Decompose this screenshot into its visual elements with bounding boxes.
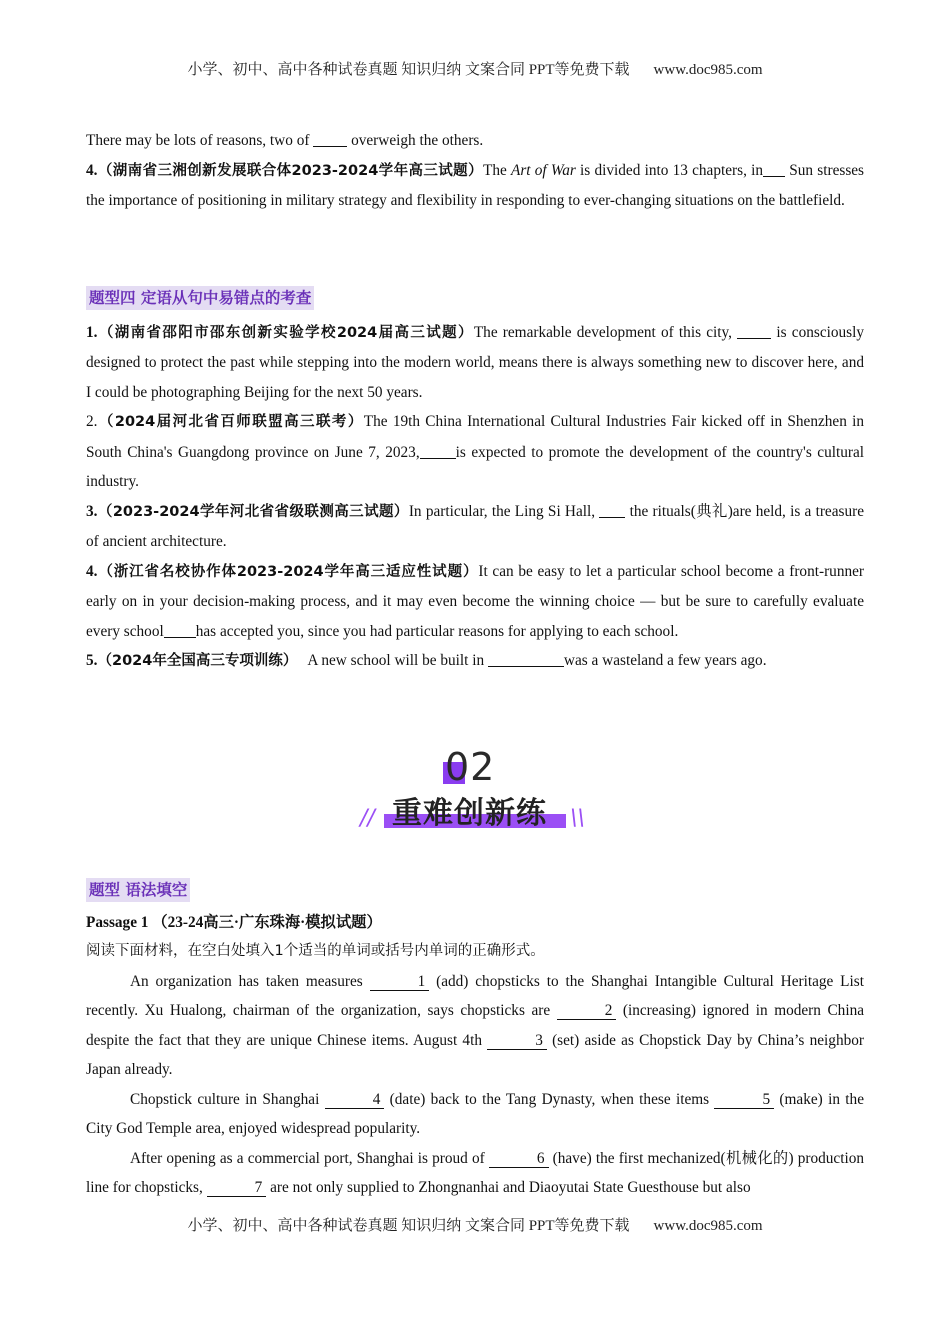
- answer-blank: 2: [557, 1002, 617, 1020]
- answer-blank: 4: [325, 1091, 385, 1109]
- answer-blank: [313, 132, 347, 147]
- question-1: [86, 318, 864, 408]
- text: (increasing) ignored in modern China despite the fact that they are unique Chinese items. August 4th: [86, 1002, 865, 1049]
- answer-blank: 3: [487, 1032, 547, 1050]
- answer-blank: [420, 444, 456, 459]
- header-site: www.doc985.com: [653, 62, 763, 78]
- section-tag: 题型四 定语从句中易错点的考查: [86, 286, 314, 310]
- page-footer: [0, 1214, 950, 1235]
- slash-left-icon: //: [360, 806, 375, 831]
- text: The: [482, 161, 511, 179]
- text: A new school will be built in: [307, 652, 488, 669]
- answer-blank: [737, 324, 771, 339]
- question-number: 5.: [86, 652, 98, 669]
- question-source: （2024届河北省百师联盟高三联考）: [97, 414, 364, 430]
- question-source: （2024年全国高三专项训练）: [97, 653, 298, 669]
- instruction: 阅读下面材料，在空白处填入1个适当的单词或括号内单词的正确形式。: [86, 943, 545, 959]
- question-source: （2023-2024学年河北省省级联测高三试题）: [97, 503, 409, 520]
- text: (make) in the City God Temple area, enjoyed widespread popularity.: [86, 1090, 864, 1137]
- question-5: [86, 646, 864, 677]
- question-source: （湖南省三湘创新发展联合体2023-2024学年高三试题）: [97, 162, 483, 179]
- text: The remarkable development of this city,: [473, 323, 738, 341]
- text: are not only supplied to Zhongnanhai and Diaoyutai State Guesthouse but also: [266, 1179, 751, 1196]
- text: There may be lots of reasons, two of: [86, 132, 314, 149]
- answer-blank: [599, 503, 625, 518]
- footer-text: 小学、初中、高中各种试卷真题 知识归纳 文案合同 PPT等免费下载: [187, 1218, 630, 1234]
- question-number: 4.: [86, 562, 98, 580]
- question-number: 1.: [86, 323, 98, 341]
- top-questions: [86, 126, 864, 216]
- answer-blank: [488, 652, 564, 667]
- text: After opening as a commercial port, Shanghai is proud of: [130, 1149, 489, 1167]
- text: (set) aside as Chopstick Day by China’s neighbor Japan already.: [86, 1031, 864, 1078]
- section-four: [86, 284, 864, 677]
- text: In particular, the Ling Si Hall,: [408, 502, 600, 520]
- answer-blank: 1: [370, 973, 430, 991]
- book-title: Art of War: [510, 161, 576, 179]
- text: was a wasteland a few years ago.: [563, 652, 767, 669]
- text: An organization has taken measures: [130, 972, 370, 990]
- text: is expected to promote the development of the country's cultural industry.: [86, 443, 865, 490]
- answer-blank: 7: [207, 1179, 267, 1197]
- question-2: [86, 407, 864, 497]
- answer-blank: 6: [489, 1150, 549, 1168]
- question-number: 2.: [86, 413, 98, 430]
- question-source: （浙江省名校协作体2023-2024学年高三适应性试题）: [97, 563, 479, 580]
- text: is consciously designed to protect the past while stepping into the modern world, means there is always something new to discover here, and I could be photographing Beijing for the next 50 years.: [86, 323, 865, 401]
- answer-blank: 5: [714, 1091, 774, 1109]
- text: has accepted you, since you had particular reasons for applying to each school.: [195, 622, 679, 640]
- question-number: 4.: [86, 161, 98, 179]
- paragraph-3: [86, 1144, 864, 1203]
- slash-right-icon: \\: [570, 806, 585, 831]
- text: Sun stresses the importance of positioning in military strategy and flexibility in responding to ever-changing situations on the battlefield.: [86, 161, 865, 209]
- question-4: [86, 557, 864, 647]
- text: The 19th China International Cultural Industries Fair kicked off in Shenzhen in South China's Guangdong province on June 7, 2023,: [86, 413, 865, 461]
- text: (date) back to the Tang Dynasty, when these items: [384, 1090, 715, 1108]
- question-3: [86, 497, 864, 557]
- passage-title: Passage 1 （23-24高三·广东珠海·模拟试题）: [86, 913, 382, 931]
- answer-blank: [763, 162, 785, 177]
- question-source: （湖南省邵阳市邵东创新实验学校2024届高三试题）: [97, 324, 474, 341]
- page-header: [0, 58, 950, 79]
- banner-title: 重难创新练: [392, 796, 547, 831]
- answer-blank: [164, 623, 196, 638]
- section-tag: 题型 语法填空: [86, 878, 190, 902]
- question-number: 3.: [86, 502, 98, 520]
- footer-site: www.doc985.com: [653, 1218, 763, 1234]
- paragraph-1: [86, 967, 864, 1085]
- paragraph-2: [86, 1085, 864, 1144]
- text: the rituals(典礼)are held, is a treasure of ancient architecture.: [86, 502, 864, 550]
- text: (add) chopsticks to the Shanghai Intangible Cultural Heritage List recently. Xu Hualong, chairman of the organization, says chopsticks are: [86, 972, 864, 1019]
- question-line: [86, 126, 864, 156]
- text: is divided into 13 chapters, in: [575, 161, 764, 179]
- grammar-practice: [86, 876, 864, 1203]
- text: (have) the first mechanized(机械化的) production line for chopsticks,: [86, 1149, 864, 1196]
- text: It can be easy to let a particular school become a front-runner early on in your decision-making process, and it may even become the winning choice — but be sure to carefully evaluate every school: [86, 562, 864, 640]
- text: Chopstick culture in Shanghai: [130, 1090, 325, 1108]
- header-text: 小学、初中、高中各种试卷真题 知识归纳 文案合同 PPT等免费下载: [187, 62, 630, 78]
- banner-number: 02: [445, 745, 496, 789]
- text: overweigh the others.: [347, 132, 484, 149]
- question-4: [86, 156, 864, 216]
